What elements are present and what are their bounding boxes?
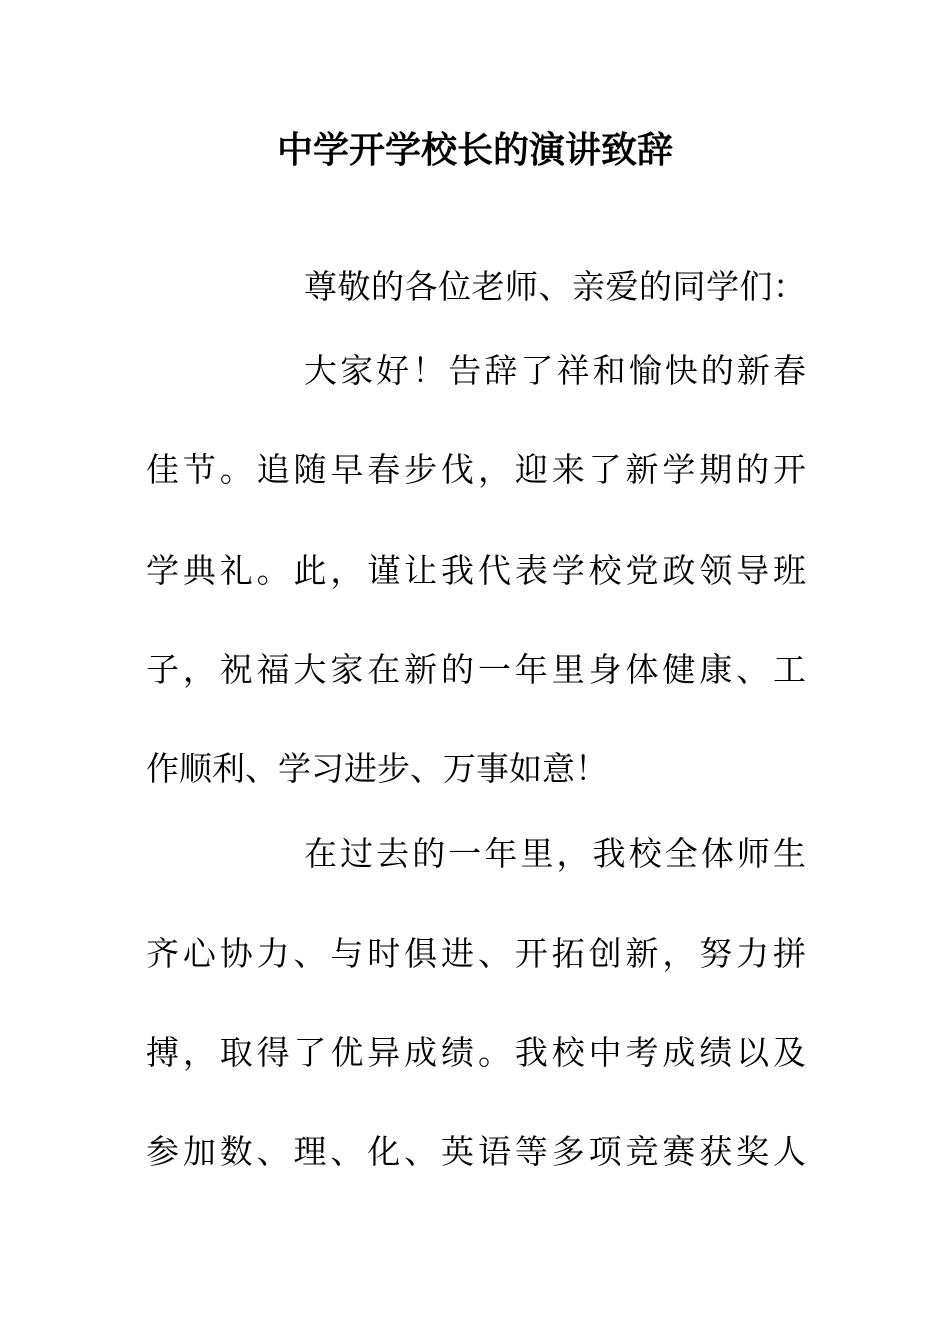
paragraph-2-line-4: 参加数、理、化、英语等多项竞赛获奖人 (146, 1132, 806, 1171)
paragraph-2-line-2: 齐心协力、与时俱进、开拓创新，努力拼 (146, 934, 806, 973)
paragraph-1-line-1: 大家好！告辞了祥和愉快的新春 (304, 351, 806, 390)
salutation-line: 尊敬的各位老师、亲爱的同学们： (304, 267, 806, 306)
paragraph-1-line-2: 佳节。追随早春步伐，迎来了新学期的开 (146, 450, 806, 489)
document-title: 中学开学校长的演讲致辞 (276, 130, 673, 171)
paragraph-2-line-3: 搏，取得了优异成绩。我校中考成绩以及 (146, 1033, 806, 1072)
paragraph-1-line-4: 子，祝福大家在新的一年里身体健康、工 (146, 650, 806, 689)
paragraph-1-line-5: 作顺利、学习进步、万事如意！ (146, 749, 608, 788)
paragraph-2-line-1: 在过去的一年里，我校全体师生 (304, 834, 806, 873)
paragraph-1-line-3: 学典礼。此，谨让我代表学校党政领导班 (146, 551, 806, 590)
